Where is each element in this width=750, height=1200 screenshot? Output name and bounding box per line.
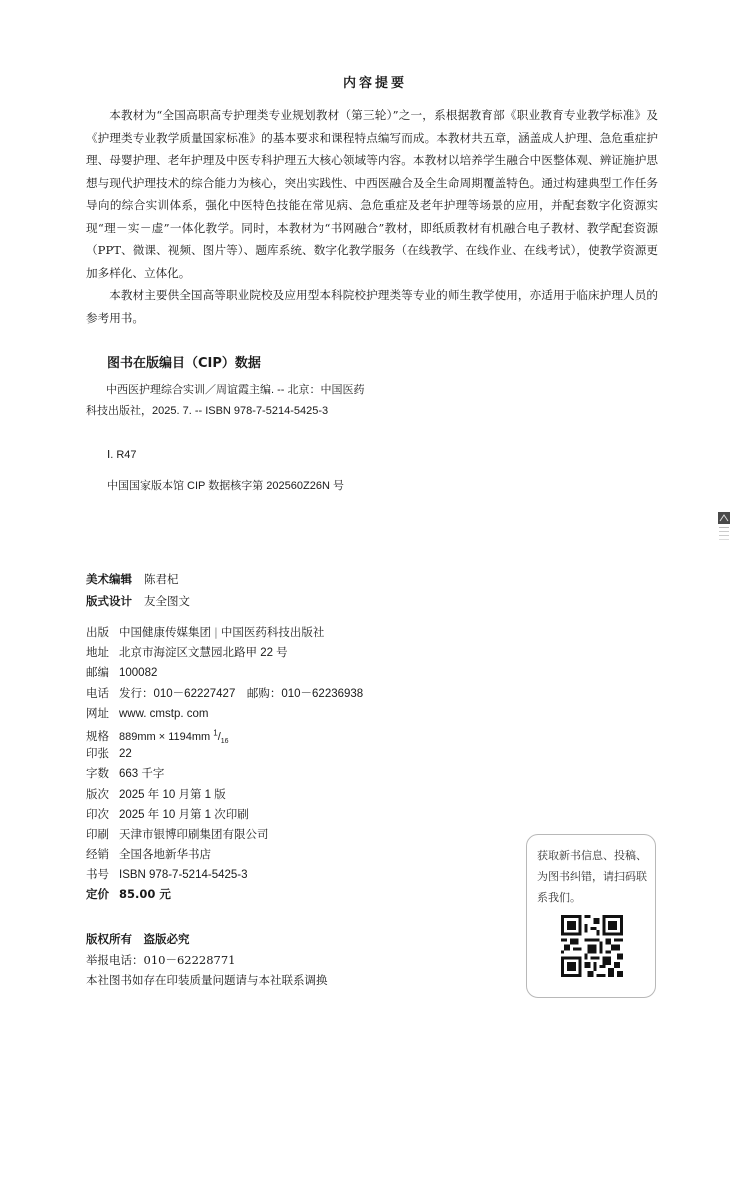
pub-label: 书号	[86, 867, 109, 882]
pub-value: ISBN 978-7-5214-5425-3	[119, 869, 248, 882]
format-denominator: 16	[220, 737, 229, 745]
summary-paragraph: 本教材主要供全国高等职业院校及应用型本科院校护理类等专业的师生教学使用，亦适用于临床护理人员的参考用书。	[86, 288, 658, 325]
pub-row	[86, 642, 363, 662]
pub-label: 地址	[86, 645, 109, 660]
rights-block	[86, 929, 328, 991]
editors-block	[86, 568, 190, 612]
pub-row	[86, 662, 363, 682]
price-label: 定价	[86, 887, 109, 902]
cip-classification: Ⅰ. R47	[107, 449, 137, 461]
publisher-name: 中国医药科技出版社	[220, 627, 325, 639]
pub-label: 经销	[86, 847, 109, 862]
publication-info	[86, 622, 363, 905]
pub-value: 北京市海淀区文慧园北路甲 22 号	[119, 647, 288, 660]
pub-value: 663 千字	[119, 768, 165, 781]
quality-notice: 本社图书如存在印装质量问题请与本社联系调换	[86, 973, 328, 987]
pub-label: 电话	[86, 685, 109, 700]
format-size: 889mm × 1194mm	[119, 730, 211, 743]
pub-label: 印次	[86, 806, 109, 821]
pub-row	[86, 763, 363, 783]
pub-label: 印刷	[86, 826, 109, 841]
summary-paragraph: 本教材为“全国高职高专护理类专业规划教材（第三轮）”之一，系根据教育部《职业教育专业教学标准》及《护理类专业教学质量国家标准》的基本要求和课程特点编写而成。本教材共五章，涵盖成人护理、急危重症护理、母婴护理、老年护理及中医专科护理五大核心领域等内容。本教材以培养学生融合中医整体观、辨证施护思想与现代护理技术的综合能力为核心，突出实践性、中西医融合及全生命周期覆盖特色。通过构建典型工作任务导向的综合实训体系，强化中医特色技能在常见病、急危重症及老年护理等场景的应用，并配套数字化资源实现“理－实－虚”一体化教学。同时，本教材为“书网融合”教材，即纸质教材有机融合电子教材、教学配套资源（PPT、微课、视频、图片等）、题库系统、数字化教学服务（在线教学、在线作业、在线考试），使教学资源更加多样化、立体化。	[86, 108, 658, 280]
editor-value: 友全图文	[144, 594, 190, 608]
pub-value: www. cmstp. com	[119, 707, 209, 720]
pub-value: 天津市银博印刷集团有限公司	[119, 828, 269, 841]
cip-title: 图书在版编目（CIP）数据	[107, 356, 261, 371]
pub-label: 规格	[86, 728, 109, 743]
pub-row-format	[86, 723, 363, 743]
pub-label: 出版	[86, 625, 109, 639]
publisher-group: 中国健康传媒集团	[119, 627, 211, 639]
cip-record-text: 中西医护理综合实训／周谊霞主编. -- 北京：中国医药科技出版社，2025. 7. -- ISBN 978-7-5214-5425-3	[86, 384, 365, 417]
rights-reserved: 版权所有 盗版必究	[86, 932, 190, 946]
pub-row-publisher	[86, 622, 363, 642]
edge-mark-icon	[718, 512, 730, 548]
editor-label: 美术编辑	[86, 572, 132, 586]
pub-label: 邮编	[86, 665, 109, 680]
pub-value: 2025 年 10 月第 1 版	[119, 788, 226, 801]
pub-value: 2025 年 10 月第 1 次印刷	[119, 808, 249, 821]
pub-row	[86, 784, 363, 804]
editor-row	[86, 590, 190, 612]
pub-label: 印张	[86, 746, 109, 761]
pub-row	[86, 804, 363, 824]
pub-row	[86, 703, 363, 723]
editor-row	[86, 568, 190, 590]
editor-label: 版式设计	[86, 594, 132, 608]
pub-row-price	[86, 884, 363, 904]
qr-card-text: 获取新书信息、投稿、为图书纠错，请扫码联系我们。	[537, 849, 647, 904]
format-numerator: 1	[213, 727, 218, 737]
summary-body	[86, 104, 658, 329]
summary-title: 内容提要	[342, 76, 407, 91]
pub-value: 发行：010－62227427 邮购：010－62236938	[119, 687, 364, 700]
pub-row	[86, 683, 363, 703]
pub-label: 字数	[86, 766, 109, 781]
pub-row	[86, 824, 363, 844]
pub-row	[86, 743, 363, 763]
price-value: 85.00 元	[119, 887, 171, 902]
separator: |	[214, 625, 218, 639]
pub-label: 网址	[86, 705, 109, 720]
pub-value: 100082	[119, 667, 158, 680]
pub-label: 版次	[86, 786, 109, 801]
format-value: 889mm × 1194mm $^1/_{16}$	[119, 727, 229, 745]
editor-value: 陈君杞	[144, 572, 179, 586]
pub-row	[86, 844, 363, 864]
qr-code-icon[interactable]	[561, 915, 623, 977]
pub-value: 全国各地新华书店	[119, 849, 211, 862]
report-phone: 举报电话：010－62228771	[86, 952, 236, 967]
pub-value: 22	[119, 748, 132, 761]
qr-card	[526, 834, 656, 998]
cip-record-number: 中国国家版本馆 CIP 数据核字第 202560Z26N 号	[107, 480, 344, 492]
pub-row	[86, 864, 363, 884]
